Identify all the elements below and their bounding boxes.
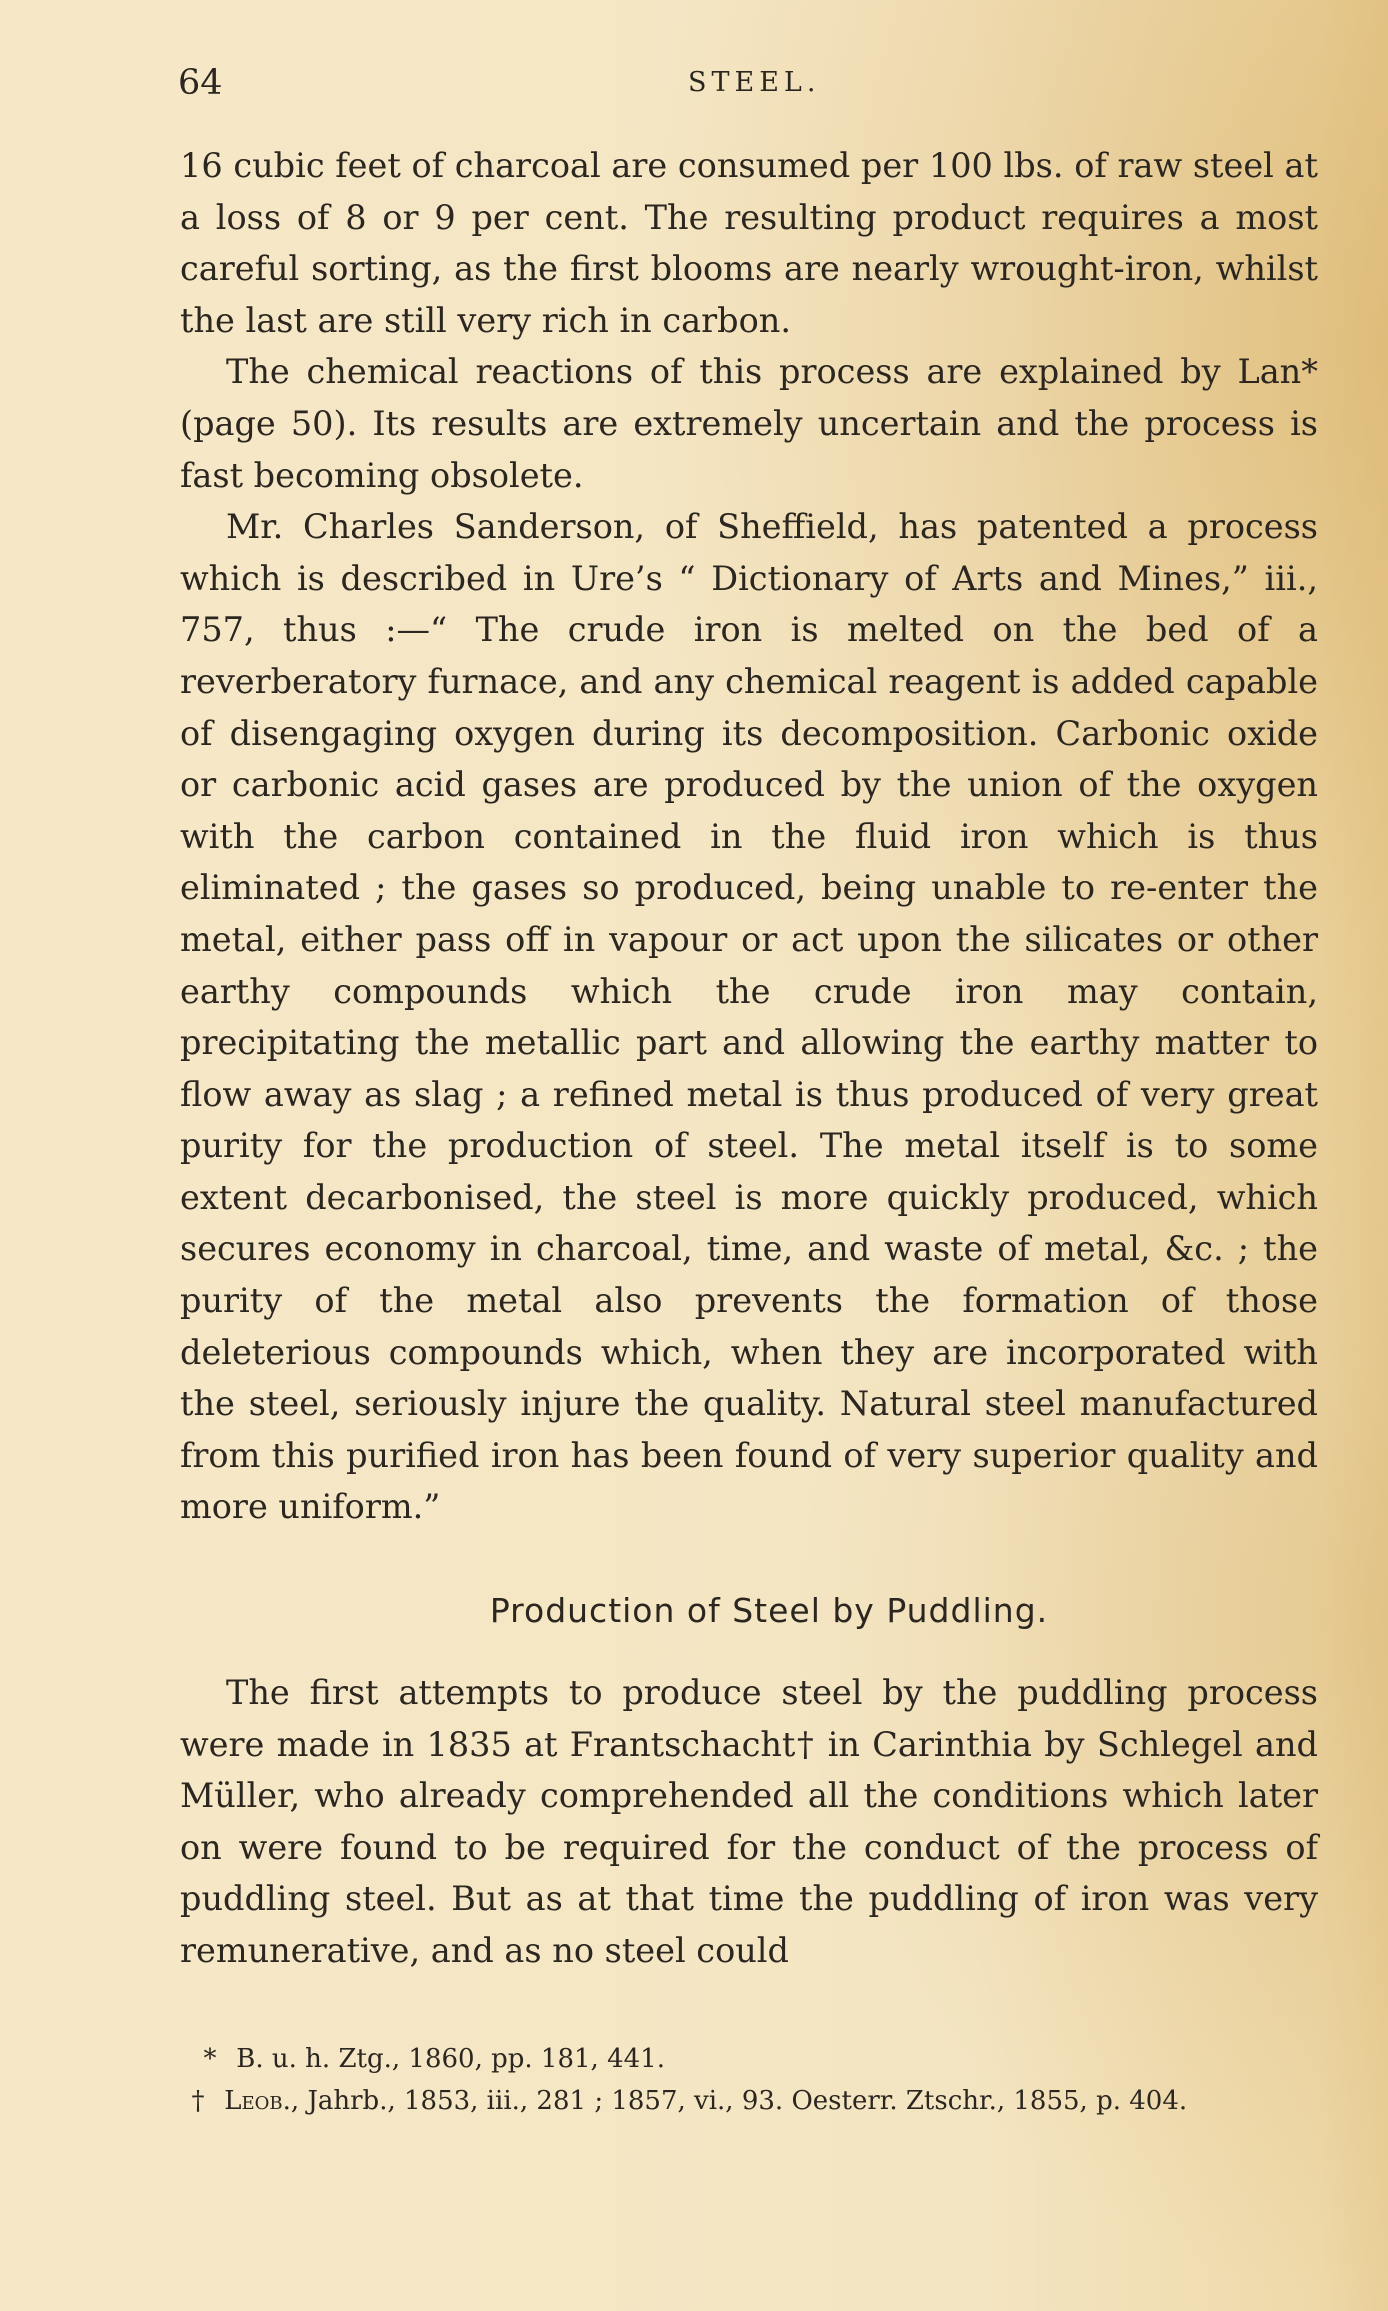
footnote-mark: *: [203, 2044, 217, 2074]
footnote-text: B. u. h. Ztg., 1860, pp. 181, 441.: [236, 2044, 665, 2074]
footnote-mark: †: [191, 2086, 205, 2116]
paragraph-charcoal-consumption: 16 cubic feet of charcoal are consumed per 100 lbs. of raw steel at a loss of 8 or 9 per cent. The resulting product requires a most careful sorting, as the first blooms are nearly wrought-iron, whilst the last are still very rich in carbon.: [180, 146, 1318, 340]
footnote: [180, 2038, 1330, 2080]
running-title: STEEL.: [688, 67, 821, 98]
paragraph-puddling-steel: The first attempts to produce steel by the puddling process were made in 1835 at Frantschacht† in Carinthia by Schlegel and Müller, who already comprehended all the conditions which later on were found to be required for the conduct of the process of puddling steel. But as at that time the puddling of iron was very remunerative, and as no steel could: [180, 1673, 1318, 1970]
page-number: 64: [178, 63, 223, 103]
body-text: [180, 140, 1318, 1977]
paragraph-sanderson-process: Mr. Charles Sanderson, of Sheffield, has patented a process which is described in Ure’s “ Dictionary of Arts and Mines,” iii., 757, thus :—“ The crude iron is melted on the bed of a reverberatory furnace, and any chemical reagent is added capable of disengaging oxygen during its decomposition. Carbonic oxide or carbonic acid gases are produced by the union of the oxygen with the carbon contained in the fluid iron which is thus eliminated ; the gases so produced, being unable to re-enter the metal, either pass off in vapour or act upon the silicates or other earthy compounds which the crude iron may contain, precipitating the metallic part and allowing the earthy matter to flow away as slag ; a refined metal is thus produced of very great purity for the production of steel. The metal itself is to some extent decarbonised, the steel is more quickly produced, which secures economy in charcoal, time, and waste of metal, &c. ; the purity of the metal also prevents the formation of those deleterious compounds which, when they are incorporated with the steel, seriously injure the quality. Natural steel manufactured from this purified iron has been found of very superior quality and more uniform.”: [180, 507, 1318, 1527]
footnote-abbreviation: Leob.: [224, 2086, 291, 2116]
footnote-text: , Jahrb., 1853, iii., 281 ; 1857, vi., 93. Oesterr. Ztschr., 1855, p. 404.: [290, 2086, 1188, 2116]
paragraph-chemical-reactions: The chemical reactions of this process are explained by Lan* (page 50). Its results are extremely uncertain and the process is fast becoming obsolete.: [180, 352, 1318, 495]
footnotes: [180, 2038, 1330, 2122]
footnote: [180, 2080, 1330, 2122]
section-heading: Production of Steel by Puddling.: [489, 1591, 1049, 1631]
running-head: [178, 58, 1318, 108]
